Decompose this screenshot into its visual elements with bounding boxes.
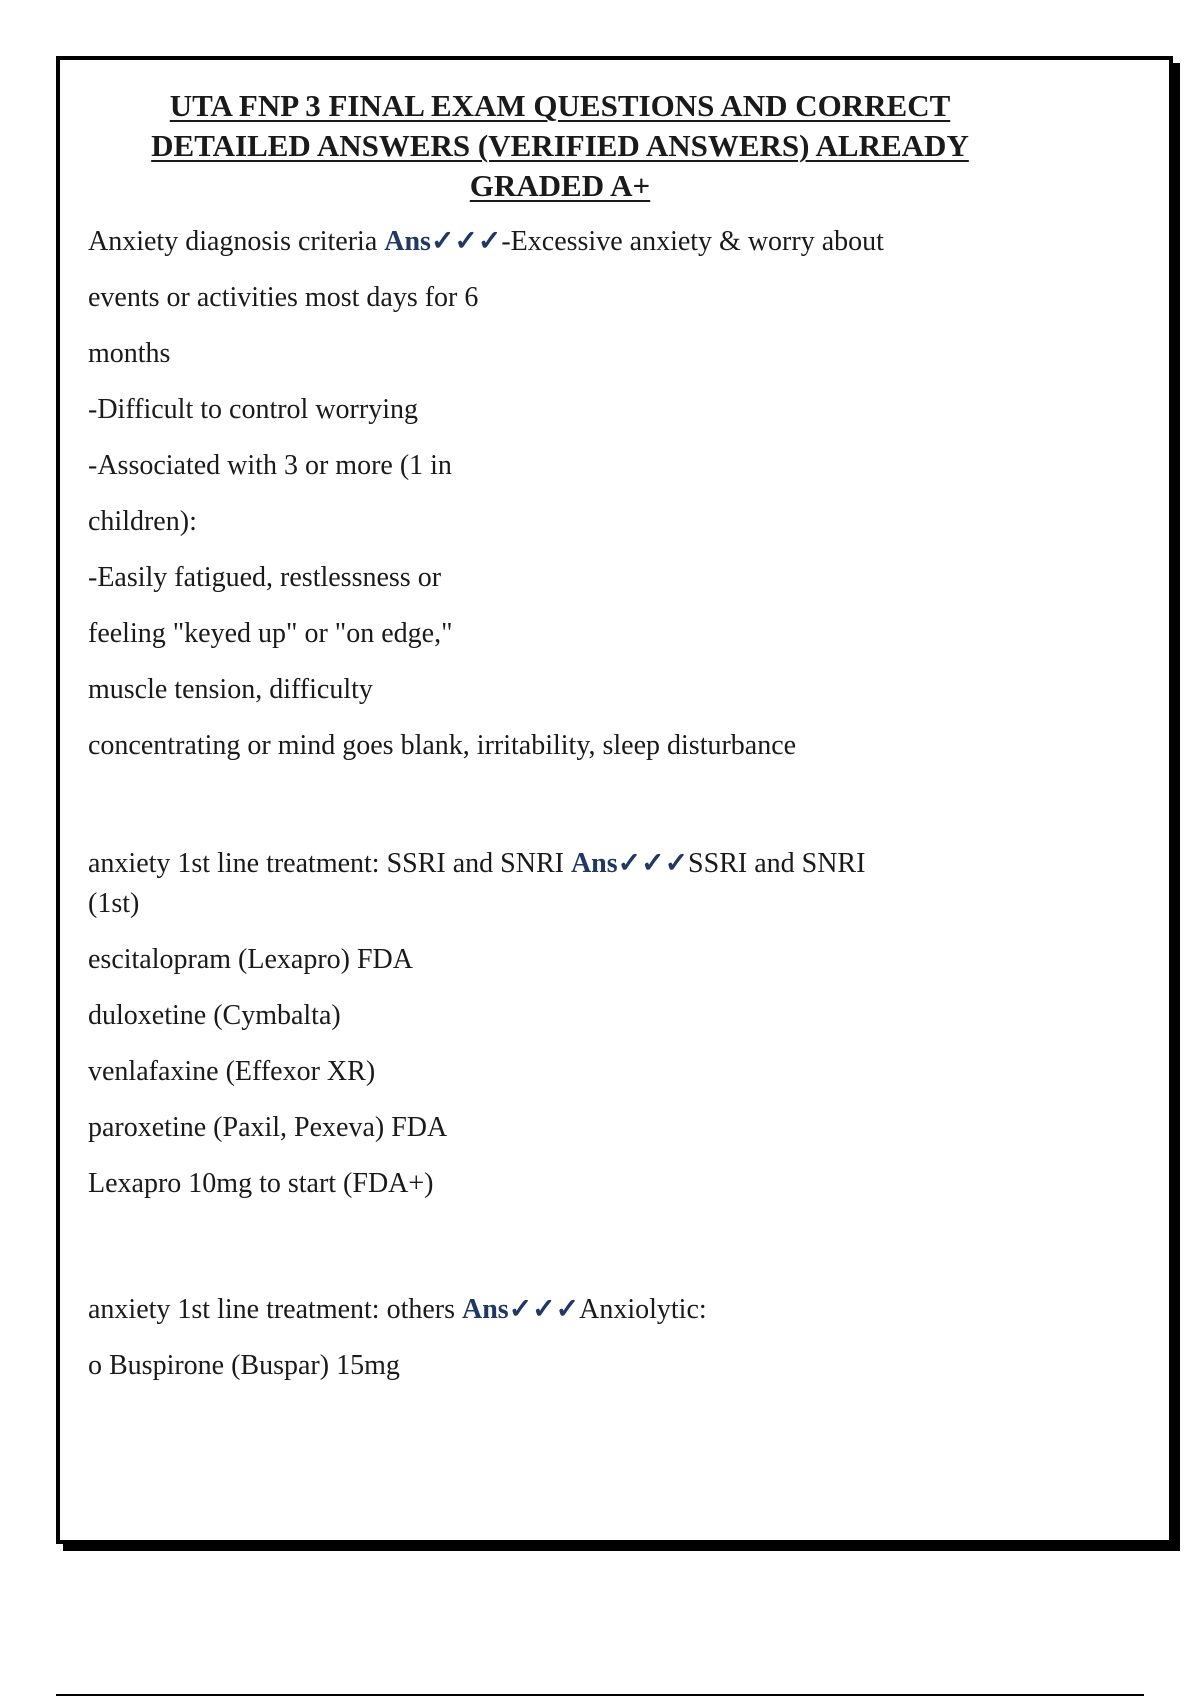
q2-line-1: escitalopram (Lexapro) FDA: [88, 944, 413, 975]
q2-ans-label: Ans: [570, 848, 618, 879]
q1-line-5: children):: [88, 506, 197, 537]
q3-answer-first: Anxiolytic:: [579, 1294, 707, 1325]
q2-answer-first: SSRI and SNRI: [688, 848, 866, 879]
q3-question: anxiety 1st line treatment: others: [88, 1294, 463, 1325]
spacer: [88, 786, 1048, 848]
q1-line-6: -Easily fatigued, restlessness or: [88, 562, 442, 593]
q1-heading-line: [88, 226, 1048, 258]
document-content: [88, 226, 1048, 1406]
q3-ans-label: Ans: [462, 1294, 509, 1325]
q2-line-4: paroxetine (Paxil, Pexeva) FDA: [88, 1112, 448, 1143]
q1-line-7: feeling "keyed up" or "on edge,": [88, 618, 453, 649]
q3-heading-line: [88, 1294, 1048, 1326]
title-line-2: DETAILED ANSWERS (VERIFIED ANSWERS) ALREADY: [151, 128, 969, 163]
footer-rule: [56, 1694, 1144, 1696]
title-line-3: GRADED A+: [469, 168, 651, 203]
q1-question: Anxiety diagnosis criteria: [88, 226, 385, 257]
q2-line-2: duloxetine (Cymbalta): [88, 1000, 341, 1031]
q2-line-3: venlafaxine (Effexor XR): [88, 1056, 376, 1087]
q2-check-icon: ✓✓✓: [617, 848, 689, 879]
q1-answer-first: -Excessive anxiety & worry about: [501, 226, 884, 257]
q1-ans-label: Ans: [384, 226, 431, 257]
spacer: [88, 1224, 1048, 1294]
q3-line-1: o Buspirone (Buspar) 15mg: [88, 1350, 400, 1381]
q1-line-9: concentrating or mind goes blank, irritability, sleep disturbance: [88, 730, 797, 761]
q1-line-8: muscle tension, difficulty: [88, 674, 373, 705]
q1-line-2: months: [88, 338, 171, 369]
document-title: [110, 86, 1010, 206]
q1-line-4: -Associated with 3 or more (1 in: [88, 450, 452, 481]
q2-line-5: Lexapro 10mg to start (FDA+): [88, 1168, 434, 1199]
q1-line-1: events or activities most days for 6: [88, 282, 479, 313]
q2-heading-line: [88, 848, 1048, 880]
title-line-1: UTA FNP 3 FINAL EXAM QUESTIONS AND CORRECT: [169, 88, 951, 123]
q1-check-icon: ✓✓✓: [430, 226, 502, 257]
q1-line-3: -Difficult to control worrying: [88, 394, 418, 425]
q2-question: anxiety 1st line treatment: SSRI and SNRI: [88, 848, 571, 879]
q2-answer-wrap: (1st): [88, 888, 140, 919]
q3-check-icon: ✓✓✓: [508, 1294, 580, 1325]
